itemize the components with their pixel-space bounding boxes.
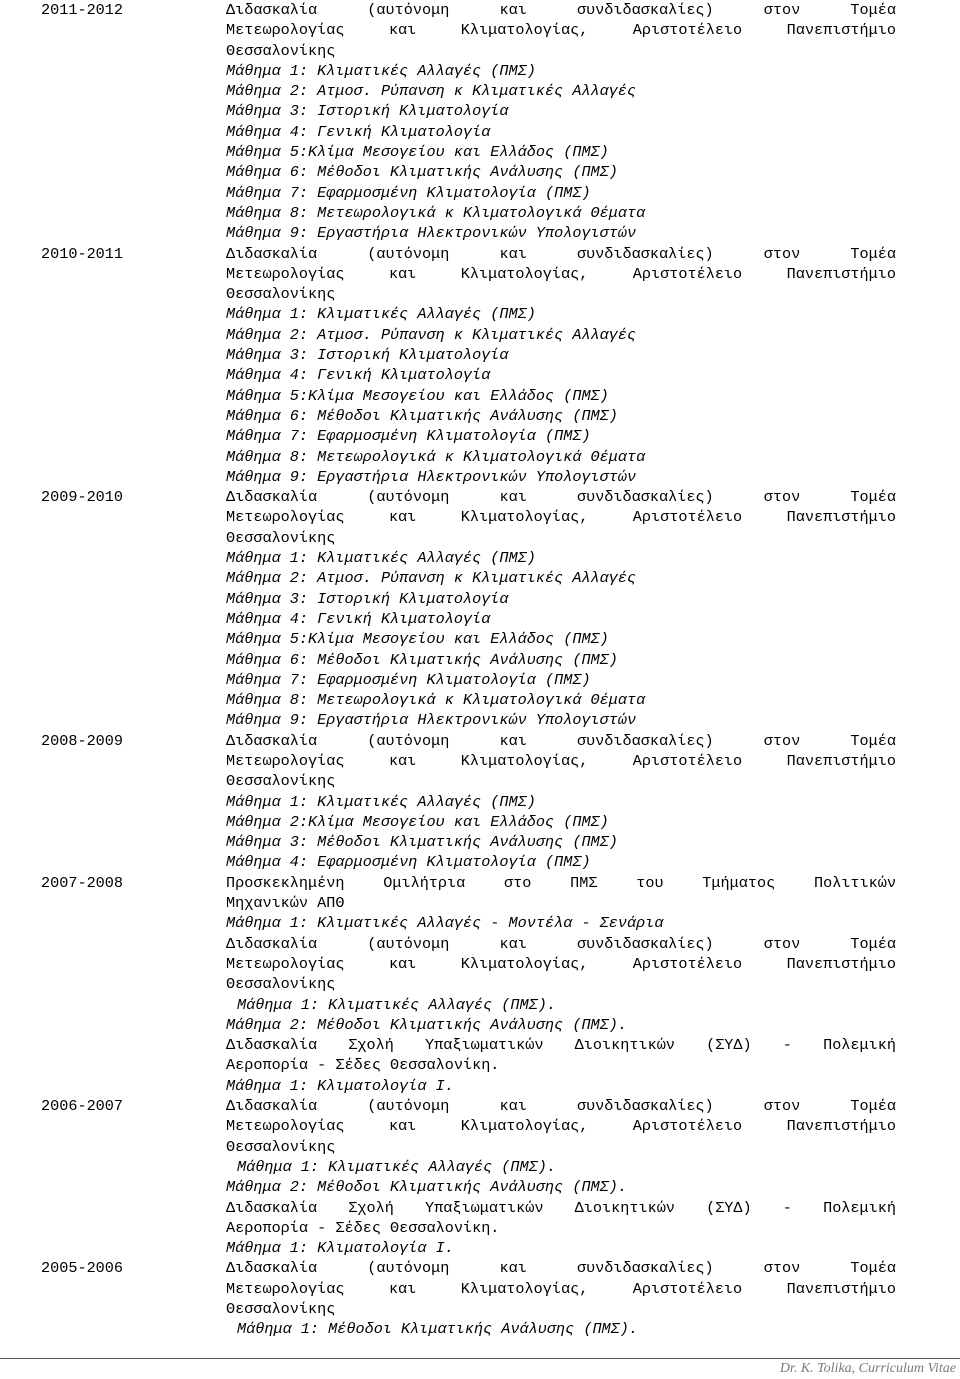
footer-divider (0, 1358, 960, 1359)
course-line: Μάθημα 2: Μέθοδοι Κλιματικής Ανάλυσης (ΠΜΣ). (226, 1178, 628, 1197)
course-line: Μάθημα 7: Εφαρμοσμένη Κλιματολογία (ΠΜΣ) (226, 427, 591, 446)
teaching-entry (0, 873, 960, 1096)
course-line: Μάθημα 1: Κλιματικές Αλλαγές (ΠΜΣ) (226, 305, 536, 324)
course-line: Μάθημα 2: Ατμοσ. Ρύπανση κ Κλιματικές Αλλαγές (226, 569, 637, 588)
page-footer: Dr. K. Tolika, Curriculum Vitae (779, 1361, 956, 1376)
entry-content (226, 0, 896, 244)
teaching-entry (0, 1096, 960, 1258)
description-line: Μετεωρολογίας και Κλιματολογίας, Αριστοτέλειο Πανεπιστήμιο (226, 21, 896, 40)
description-line: Διδασκαλία (αυτόνομη και συνδιδασκαλίες) στον Τομέα (226, 1, 896, 19)
description-line: Θεσσαλονίκης (226, 975, 336, 994)
course-line: Μάθημα 7: Εφαρμοσμένη Κλιματολογία (ΠΜΣ) (226, 670, 591, 689)
course-line: Μάθημα 9: Εργαστήρια Ηλεκτρονικών Υπολογιστών (226, 224, 637, 243)
course-line: Μάθημα 8: Μετεωρολογικά κ Κλιματολογικά Θέματα (226, 203, 646, 222)
description-line: Μετεωρολογίας και Κλιματολογίας, Αριστοτέλειο Πανεπιστήμιο (226, 1279, 896, 1298)
course-line: Μάθημα 7: Εφαρμοσμένη Κλιματολογία (ΠΜΣ) (226, 183, 591, 202)
course-line: Μάθημα 5:Κλίμα Μεσογείου και Ελλάδος (ΠΜΣ) (226, 630, 609, 649)
description-line: Θεσσαλονίκης (226, 1300, 336, 1318)
description-line: Αεροπορία - Σέδες Θεσσαλονίκη. (226, 1218, 500, 1237)
description-line: Θεσσαλονίκης (226, 772, 336, 791)
entry-content (226, 1258, 896, 1339)
entry-content (226, 1096, 896, 1258)
description-line: Μετεωρολογίας και Κλιματολογίας, Αριστοτέλειο Πανεπιστήμιο (226, 1117, 896, 1136)
course-line: Μάθημα 1: Κλιματικές Αλλαγές - Μοντέλα - Σενάρια (226, 914, 664, 933)
description-line: Μετεωρολογίας και Κλιματολογίας, Αριστοτέλειο Πανεπιστήμιο (226, 751, 896, 770)
teaching-entry (0, 487, 960, 731)
description-line: Διδασκαλία Σχολή Υπαξιωματικών Διοικητικών (ΣΥΔ) - Πολεμική (226, 1036, 896, 1055)
description-line: Θεσσαλονίκης (226, 1137, 336, 1156)
entry-content (226, 731, 896, 873)
academic-year: 2008-2009 (41, 731, 124, 750)
description-line: Διδασκαλία (αυτόνομη και συνδιδασκαλίες) στον Τομέα (226, 934, 896, 953)
description-line: Προσκεκλημένη Ομιλήτρια στο ΠΜΣ του Τμήματος Πολιτικών (226, 873, 896, 892)
description-line: Μετεωρολογίας και Κλιματολογίας, Αριστοτέλειο Πανεπιστήμιο (226, 508, 896, 527)
entry-content (226, 873, 896, 1096)
teaching-entry (0, 0, 960, 244)
description-line: Αεροπορία - Σέδες Θεσσαλονίκη. (226, 1056, 500, 1075)
course-line: Μάθημα 5:Κλίμα Μεσογείου και Ελλάδος (ΠΜΣ) (226, 386, 609, 405)
course-line: Μάθημα 6: Μέθοδοι Κλιματικής Ανάλυσης (ΠΜΣ) (226, 650, 618, 669)
description-line: Διδασκαλία Σχολή Υπαξιωματικών Διοικητικών (ΣΥΔ) - Πολεμική (226, 1198, 896, 1217)
description-line: Θεσσαλονίκης (226, 528, 336, 547)
course-line: Μάθημα 1: Κλιματικές Αλλαγές (ΠΜΣ) (226, 792, 536, 811)
course-line: Μάθημα 4: Γενική Κλιματολογία (226, 609, 491, 628)
course-line: Μάθημα 2: Ατμοσ. Ρύπανση κ Κλιματικές Αλλαγές (226, 325, 637, 344)
description-line: Μηχανικών ΑΠΘ (226, 894, 345, 913)
description-line: Διδασκαλία (αυτόνομη και συνδιδασκαλίες) στον Τομέα (226, 488, 896, 507)
description-line: Διδασκαλία (αυτόνομη και συνδιδασκαλίες) στον Τομέα (226, 1097, 896, 1116)
course-line: Μάθημα 1: Κλιματολογία Ι. (226, 1239, 454, 1258)
course-line: Μάθημα 3: Ιστορική Κλιματολογία (226, 346, 509, 365)
course-line: Μάθημα 2:Κλίμα Μεσογείου και Ελλάδος (ΠΜΣ) (226, 812, 609, 831)
academic-year: 2009-2010 (41, 488, 124, 507)
course-line: Μάθημα 1: Κλιματικές Αλλαγές (ΠΜΣ). (237, 995, 556, 1014)
teaching-entry (0, 731, 960, 873)
description-line: Θεσσαλονίκης (226, 41, 336, 60)
course-line: Μάθημα 3: Ιστορική Κλιματολογία (226, 589, 509, 608)
course-line: Μάθημα 4: Γενική Κλιματολογία (226, 122, 491, 141)
teaching-entry (0, 244, 960, 488)
description-line: Διδασκαλία (αυτόνομη και συνδιδασκαλίες) στον Τομέα (226, 731, 896, 750)
course-line: Μάθημα 4: Γενική Κλιματολογία (226, 366, 491, 385)
course-line: Μάθημα 2: Ατμοσ. Ρύπανση κ Κλιματικές Αλλαγές (226, 82, 637, 101)
course-line: Μάθημα 1: Κλιματικές Αλλαγές (ΠΜΣ) (226, 549, 536, 568)
course-line: Μάθημα 1: Μέθοδοι Κλιματικής Ανάλυσης (ΠΜΣ). (237, 1320, 639, 1339)
course-line: Μάθημα 8: Μετεωρολογικά κ Κλιματολογικά Θέματα (226, 691, 646, 710)
course-line: Μάθημα 6: Μέθοδοι Κλιματικής Ανάλυσης (ΠΜΣ) (226, 406, 618, 425)
description-line: Μετεωρολογίας και Κλιματολογίας, Αριστοτέλειο Πανεπιστήμιο (226, 954, 896, 973)
course-line: Μάθημα 4: Εφαρμοσμένη Κλιματολογία (ΠΜΣ) (226, 853, 591, 872)
course-line: Μάθημα 1: Κλιματικές Αλλαγές (ΠΜΣ). (237, 1157, 556, 1176)
course-line: Μάθημα 6: Μέθοδοι Κλιματικής Ανάλυσης (ΠΜΣ) (226, 163, 618, 182)
teaching-entry (0, 1258, 960, 1339)
course-line: Μάθημα 8: Μετεωρολογικά κ Κλιματολογικά Θέματα (226, 447, 646, 466)
academic-year: 2005-2006 (41, 1259, 124, 1278)
course-line: Μάθημα 9: Εργαστήρια Ηλεκτρονικών Υπολογιστών (226, 467, 637, 486)
course-line: Μάθημα 3: Μέθοδοι Κλιματικής Ανάλυσης (ΠΜΣ) (226, 833, 618, 852)
academic-year: 2011-2012 (41, 1, 124, 19)
course-line: Μάθημα 2: Μέθοδοι Κλιματικής Ανάλυσης (ΠΜΣ). (226, 1015, 628, 1034)
course-line: Μάθημα 1: Κλιματολογία Ι. (226, 1076, 454, 1095)
course-line: Μάθημα 3: Ιστορική Κλιματολογία (226, 102, 509, 121)
description-line: Μετεωρολογίας και Κλιματολογίας, Αριστοτέλειο Πανεπιστήμιο (226, 264, 896, 283)
course-line: Μάθημα 1: Κλιματικές Αλλαγές (ΠΜΣ) (226, 61, 536, 80)
entry-content (226, 487, 896, 731)
description-line: Θεσσαλονίκης (226, 285, 336, 304)
academic-year: 2006-2007 (41, 1097, 124, 1116)
academic-year: 2010-2011 (41, 244, 124, 263)
entry-content (226, 244, 896, 488)
academic-year: 2007-2008 (41, 873, 124, 892)
description-line: Διδασκαλία (αυτόνομη και συνδιδασκαλίες) στον Τομέα (226, 244, 896, 263)
course-line: Μάθημα 5:Κλίμα Μεσογείου και Ελλάδος (ΠΜΣ) (226, 143, 609, 162)
description-line: Διδασκαλία (αυτόνομη και συνδιδασκαλίες) στον Τομέα (226, 1259, 896, 1278)
course-line: Μάθημα 9: Εργαστήρια Ηλεκτρονικών Υπολογιστών (226, 711, 637, 730)
